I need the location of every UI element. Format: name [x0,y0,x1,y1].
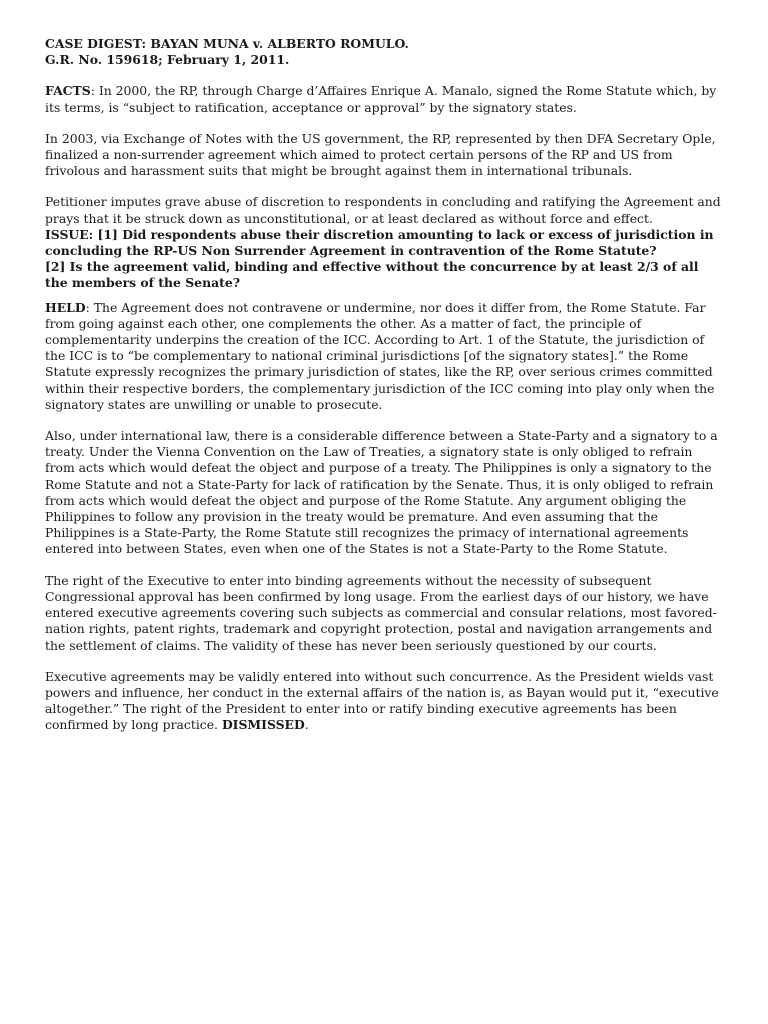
held-text-1: : The Agreement does not contravene or undermine, nor does it differ from, the Rome Statute. Far from going against each other, one complements the other. As a matter of fact, the principle of complementarity underpins the creation of the ICC. According to Art. 1 of the Statute, the jurisdiction of the ICC is to “be complementary to national criminal jurisdictions [of the signatory states].” the Rome Statute expressly recognizes the primary jurisdiction of states, like the RP, over serious crimes committed within their respective borders, the complementary jurisdiction of the ICC coming into play only when the signatory states are unwilling or unable to prosecute. [45,299,715,412]
facts-paragraph-2: In 2003, via Exchange of Notes with the US government, the RP, represented by then DFA Secretary Ople, finalized a non-surrender agreement which aimed to protect certain persons of the RP and US from frivolous and harassment suits that might be brought against them in international tribunals. [45,130,716,179]
facts-paragraph-3: Petitioner imputes grave abuse of discretion to respondents in concluding and ratifying the Agreement and prays that it be struck down as unconstitutional, or at least declared as without force and effect. [45,194,721,226]
issue-1: ISSUE: [1] Did respondents abuse their discretion amounting to lack or excess of jurisdiction in concluding the RP-US Non Surrender Agreement in contravention of the Rome Statute? [45,226,714,259]
disposition: DISMISSED [221,717,305,733]
held-paragraph-3: The right of the Executive to enter into binding agreements without the necessity of subsequent Congressional approval has been confirmed by long usage. From the earliest days of our history, we have entered executive agreements covering such subjects as commercial and consular relations, most favored-nation rights, patent rights, trademark and copyright protection, postal and navigation arrangements and the settlement of claims. The validity of these has never been seriously questioned by our courts. [45,572,717,653]
held-text-4: Executive agreements may be validly entered into without such concurrence. As the President wields vast powers and influence, her conduct in the external affairs of the nation is, as Bayan would put it, “executive altogether.” The right of the President to enter into or ratify binding executive agreements has been confirmed by long practice. [45,668,719,733]
issue-2: [2] Is the agreement valid, binding and effective without the concurrence by at least 2/3 of all the members of the Senate? [45,259,699,291]
facts-label: FACTS [45,83,91,99]
end-punct: . [304,717,309,733]
issue-section [45,227,724,292]
facts-text-1: : In 2000, the RP, through Charge d’Affaires Enrique A. Manalo, signed the Rome Statute which, by its terms, is “subject to ratification, acceptance or approval” by the signatory states. [45,83,717,115]
held-paragraph-1 [45,300,724,413]
case-title [45,36,724,68]
facts-paragraph-1 [45,83,724,115]
held-label: HELD [45,299,86,315]
held-paragraph-4 [45,669,724,734]
held-paragraph-2: Also, under international law, there is a considerable difference between a State-Party and a signatory to a treaty. Under the Vienna Convention on the Law of Treaties, a signatory state is only obliged to refrain from acts which would defeat the object and purpose of a treaty. The Philippines is only a signatory to the Rome Statute and not a State-Party for lack of ratification by the Senate. Thus, it is only obliged to refrain from acts which would defeat the object and purpose of the Rome Statute. Any argument obliging the Philippines to follow any provision in the treaty would be premature. And even assuming that the Philippines is a State-Party, the Rome Statute still recognizes the primacy of international agreements entered into between States, even when one of the States is not a State-Party to the Rome Statute. [45,428,718,557]
case-citation: G.R. No. 159618; February 1, 2011. [45,52,290,68]
case-title-line-1: CASE DIGEST: BAYAN MUNA v. ALBERTO ROMULO. [45,36,409,51]
